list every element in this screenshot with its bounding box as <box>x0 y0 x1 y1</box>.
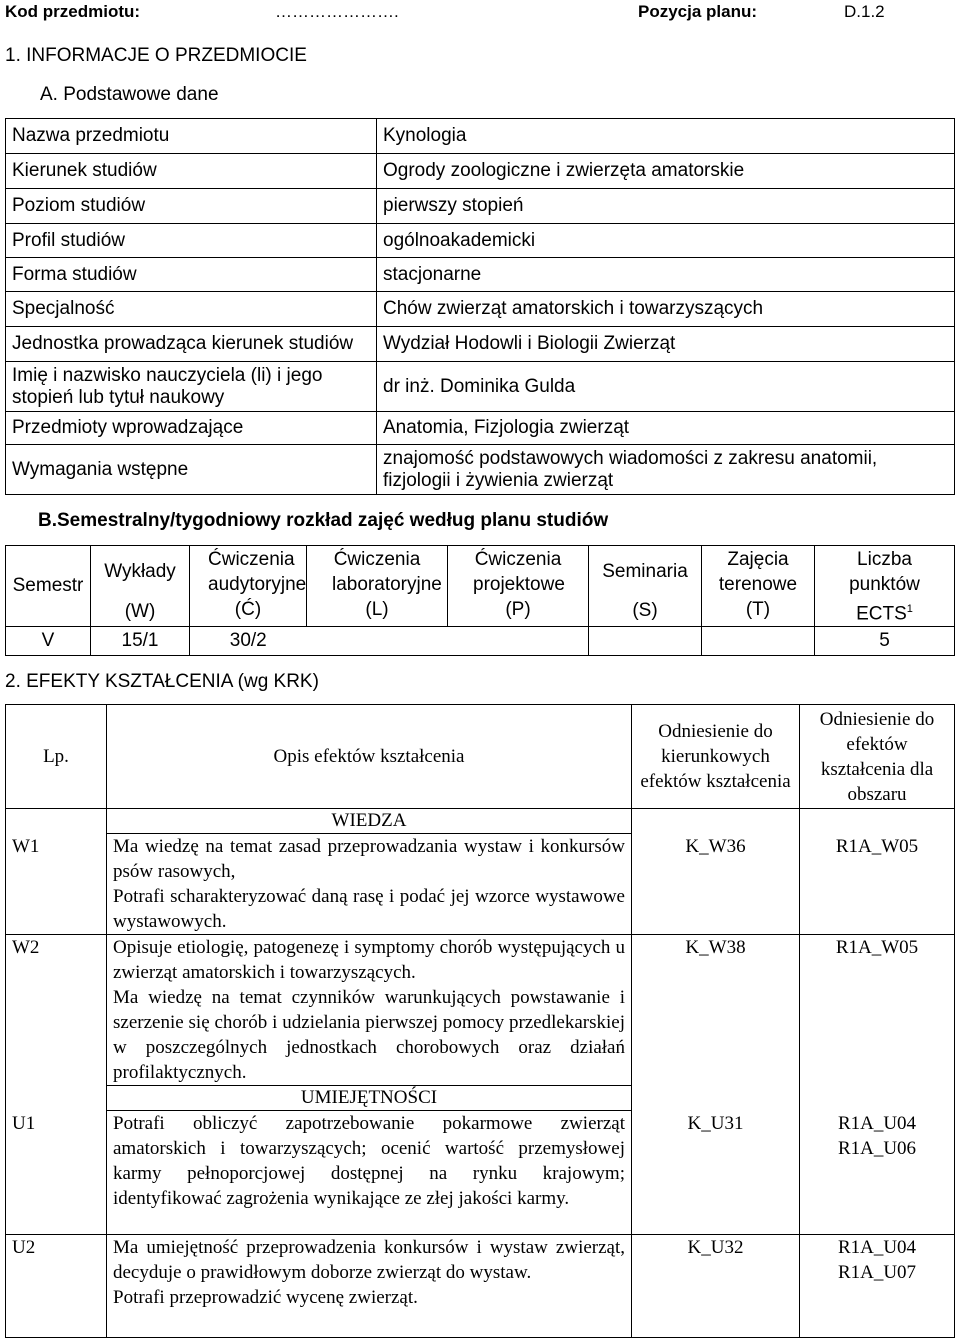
seminaria-value <box>589 627 702 656</box>
opis-w2-a: Opisuje etiologię, patogenezę i symptomy chorób występujących u zwierząt amatorskich i towarzyszących. <box>113 937 625 983</box>
cw-proj-label: Ćwiczenia projektowe <box>473 549 565 595</box>
opis-w2 <box>107 935 632 1086</box>
terenowe-abbr: (T) <box>745 599 771 620</box>
obszar-u1 <box>800 1111 955 1235</box>
kier-w2: K_W38 <box>632 935 800 1086</box>
basic-value: dr inż. Dominika Gulda <box>377 362 955 412</box>
basic-value: Ogrody zoologiczne i zwierzęta amatorskie <box>377 154 955 189</box>
basic-value: znajomość podstawowych wiadomości z zakresu anatomii, fizjologii i żywienia zwierząt <box>377 445 955 495</box>
cw-aud-value: 30/2 <box>190 627 307 656</box>
kier-u2: K_U32 <box>632 1235 800 1338</box>
wiedza-label: WIEDZA <box>107 809 632 834</box>
obszar-cell <box>800 1086 955 1111</box>
ects-value: 5 <box>815 627 955 656</box>
opis-header: Opis efektów kształcenia <box>107 705 632 809</box>
basic-value: Chów zwierząt amatorskich i towarzyszących <box>377 292 955 327</box>
ects-label: Liczba punktów ECTS <box>849 549 920 625</box>
lp-cell <box>6 809 107 834</box>
obszar-u1-a: R1A_U04 <box>837 1112 917 1134</box>
basic-value: ogólnoakademicki <box>377 224 955 258</box>
obszar-header: Odniesienie do efektów kształcenia dla obszaru <box>800 705 955 809</box>
cw-lab-value <box>307 627 448 656</box>
terenowe-label: Zajęcia terenowe <box>718 549 798 595</box>
umiejetnosci-label: UMIEJĘTNOŚCI <box>107 1086 632 1111</box>
wyklady-header <box>91 546 190 627</box>
opis-w2-b: Ma wiedzę na temat czynników warunkujących powstawanie i szerzenie się chorób i udzielania pierwszej pomocy przedlekarskiej w poszczególnych jednostkach chorobowych oraz działań profilaktycznych. <box>113 987 625 1083</box>
kier-u1: K_U31 <box>632 1111 800 1235</box>
wyklady-label: Wykłady <box>104 561 176 582</box>
opis-u2-a: Ma umiejętność przeprowadzenia konkursów i wystaw zwierząt, decyduje o prawidłowym doborze zwierząt do wystaw. <box>113 1237 625 1283</box>
pozycja-label: Pozycja planu: <box>638 2 758 21</box>
basic-label: Poziom studiów <box>6 189 377 224</box>
kier-cell <box>632 809 800 834</box>
opis-u2-b: Potrafi przeprowadzić wycenę zwierząt. <box>113 1287 418 1308</box>
kier-header: Odniesienie do kierunkowych efektów kształcenia <box>632 705 800 809</box>
seminaria-header <box>589 546 702 627</box>
opis-u2 <box>107 1235 632 1338</box>
basic-label: Przedmioty wprowadzające <box>6 412 377 445</box>
cw-proj-value <box>448 627 589 656</box>
obszar-u2-b: R1A_U07 <box>837 1262 917 1283</box>
basic-label: Specjalność <box>6 292 377 327</box>
obszar-u1-b: R1A_U06 <box>837 1137 917 1159</box>
basic-value: stacjonarne <box>377 258 955 292</box>
obszar-u2 <box>800 1235 955 1338</box>
wyklady-value: 15/1 <box>91 627 190 656</box>
wyklady-abbr: (W) <box>124 601 156 622</box>
kier-w1: K_W36 <box>632 834 800 935</box>
lp-header: Lp. <box>6 705 107 809</box>
basic-label: Imię i nazwisko nauczyciela (li) i jego stopień lub tytuł naukowy <box>6 362 377 412</box>
semestr-header: Semestr <box>6 546 91 627</box>
basic-label: Wymagania wstępne <box>6 445 377 495</box>
basic-value: Kynologia <box>377 119 955 154</box>
cw-proj-abbr: (P) <box>505 599 531 620</box>
cw-aud-header <box>190 546 307 627</box>
kier-cell <box>632 1086 800 1111</box>
opis-u1: Potrafi obliczyć zapotrzebowanie pokarmowe zwierząt amatorskich i towarzyszących; ocenić wartość przemysłowej karmy pełnoporcjowej dostępnej na rynku krajowym; identyfikować zagrożenia wynikające ze złej jakości karmy. <box>107 1111 632 1235</box>
lp-w2: W2 <box>6 935 107 1086</box>
seminaria-label: Seminaria <box>602 561 688 582</box>
lp-w1: W1 <box>6 834 107 935</box>
obszar-w2: R1A_W05 <box>800 935 955 1086</box>
section1-subtitle: A. Podstawowe dane <box>40 84 219 105</box>
basic-label: Kierunek studiów <box>6 154 377 189</box>
schedule-title: B.Semestralny/tygodniowy rozkład zajęć według planu studiów <box>38 510 609 531</box>
lp-cell <box>6 1086 107 1111</box>
obszar-cell <box>800 809 955 834</box>
schedule-table <box>5 545 955 656</box>
basic-label: Jednostka prowadząca kierunek studiów <box>6 327 377 362</box>
cw-proj-header <box>448 546 589 627</box>
terenowe-value <box>702 627 815 656</box>
lp-u1: U1 <box>6 1111 107 1235</box>
cw-lab-abbr: (L) <box>365 599 389 620</box>
pozycja-value: D.1.2 <box>844 2 885 21</box>
obszar-w1: R1A_W05 <box>800 834 955 935</box>
section2-title: 2. EFEKTY KSZTAŁCENIA (wg KRK) <box>5 671 319 692</box>
seminaria-abbr: (S) <box>632 600 658 621</box>
basic-value: pierwszy stopień <box>377 189 955 224</box>
opis-w1-b: Potrafi scharakteryzować daną rasę i podać jej wzorce wystawowe wystawowych. <box>113 886 625 932</box>
effects-table <box>5 704 955 1338</box>
basic-label: Forma studiów <box>6 258 377 292</box>
ects-footnote: 1 <box>906 603 913 615</box>
opis-w1-a: Ma wiedzę na temat zasad przeprowadzania wystaw i konkursów psów rasowych, <box>113 836 625 882</box>
basic-value: Wydział Hodowli i Biologii Zwierząt <box>377 327 955 362</box>
terenowe-header <box>702 546 815 627</box>
kod-label: Kod przedmiotu: <box>5 2 141 21</box>
cw-lab-header <box>307 546 448 627</box>
cw-aud-abbr: (Ć) <box>234 599 262 620</box>
basic-label: Nazwa przedmiotu <box>6 119 377 154</box>
section1-title: 1. INFORMACJE O PRZEDMIOCIE <box>5 45 307 66</box>
semestr-value: V <box>6 627 91 656</box>
obszar-u2-a: R1A_U04 <box>837 1237 917 1258</box>
basic-info-table <box>5 118 955 495</box>
kod-value: …………………. <box>275 2 399 21</box>
basic-label: Profil studiów <box>6 224 377 258</box>
lp-u2: U2 <box>6 1235 107 1338</box>
cw-lab-label: Ćwiczenia laboratoryjne <box>332 549 442 595</box>
basic-value: Anatomia, Fizjologia zwierząt <box>377 412 955 445</box>
ects-label-wrap <box>845 547 925 626</box>
ects-header <box>815 546 955 627</box>
opis-w1 <box>107 834 632 935</box>
cw-aud-label: Ćwiczenia audytoryjne <box>208 549 307 595</box>
